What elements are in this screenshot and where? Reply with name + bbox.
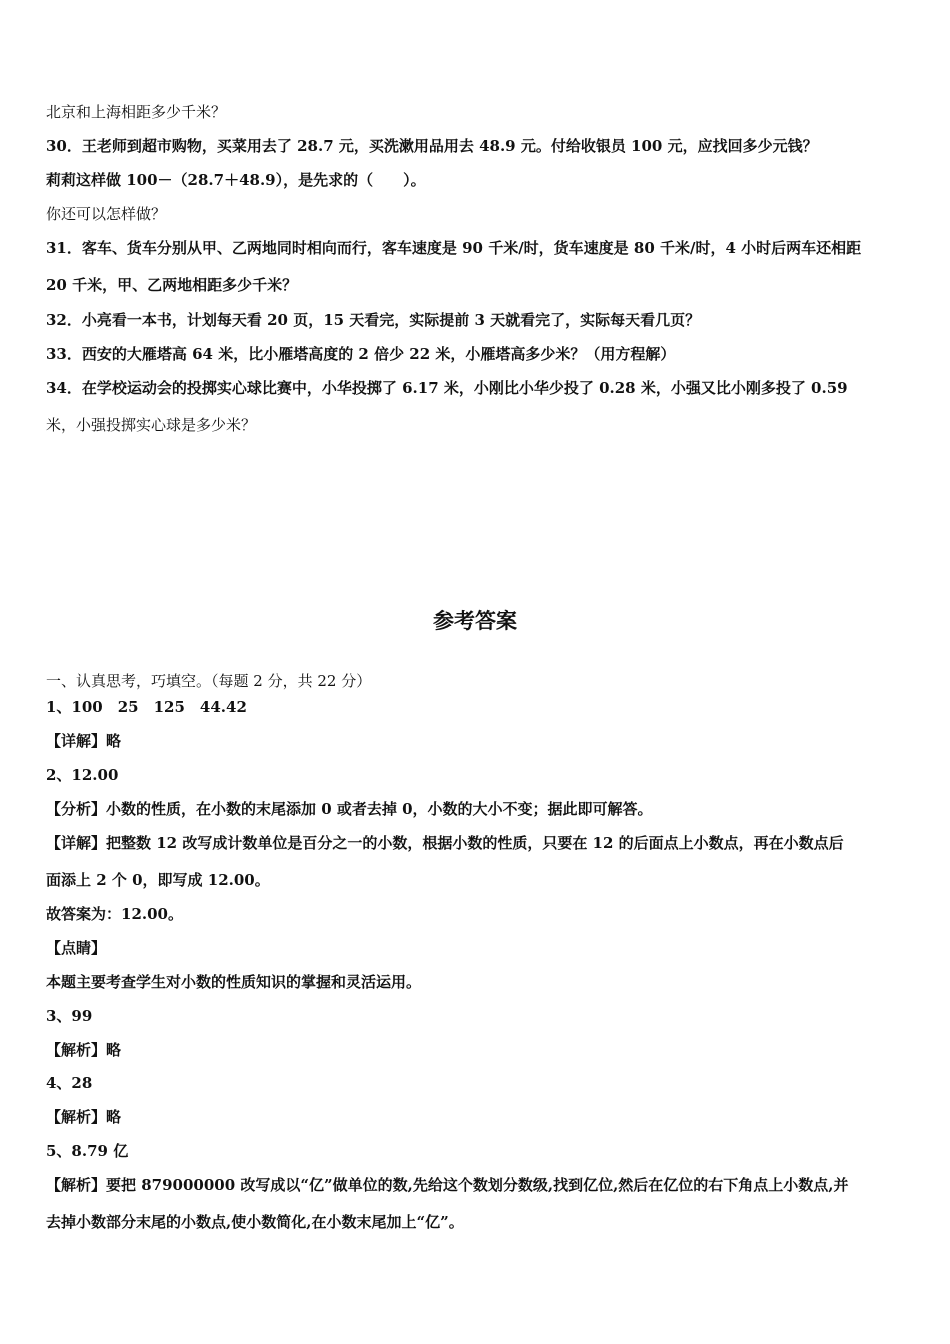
answer-2-analysis: 【分析】小数的性质，在小数的末尾添加 0 或者去掉 0，小数的大小不变；据此即可解答。 bbox=[46, 800, 653, 818]
answer-3: 3、99 bbox=[46, 1007, 93, 1025]
answers-section-1-heading: 一、认真思考，巧填空。（每题 2 分，共 22 分） bbox=[46, 672, 372, 690]
answer-2-conclusion: 故答案为：12.00。 bbox=[46, 905, 183, 923]
answers-title: 参考答案 bbox=[433, 609, 517, 633]
question-30-line-1: 30．王老师到超市购物，买菜用去了 28.7 元，买洗漱用品用去 48.9 元。付给收银员 100 元，应找回多少元钱？ bbox=[46, 137, 818, 155]
answer-2-detail-line-1: 【详解】把整数 12 改写成计数单位是百分之一的小数，根据小数的性质，只要在 12 的后面点上小数点，再在小数点后 bbox=[46, 834, 844, 852]
answer-3-detail: 【解析】略 bbox=[46, 1041, 122, 1059]
answer-1: 1、100 25 125 44.42 bbox=[46, 698, 247, 716]
question-34-line-1: 34．在学校运动会的投掷实心球比赛中，小华投掷了 6.17 米，小刚比小华少投了 0.28 米，小强又比小刚多投了 0.59 bbox=[46, 379, 848, 397]
question-29-tail: 北京和上海相距多少千米？ bbox=[46, 103, 227, 121]
answer-2-tip: 本题主要考查学生对小数的性质知识的掌握和灵活运用。 bbox=[46, 973, 422, 991]
answer-2-detail-line-2: 面添上 2 个 0，即写成 12.00。 bbox=[46, 871, 270, 889]
question-31-line-1: 31．客车、货车分别从甲、乙两地同时相向而行，客车速度是 90 千米/时，货车速度是 80 千米/时，4 小时后两车还相距 bbox=[46, 239, 862, 257]
question-31-line-2: 20 千米，甲、乙两地相距多少千米？ bbox=[46, 276, 298, 294]
question-30-line-2: 莉莉这样做 100－（28.7＋48.9），是先求的（ ）。 bbox=[46, 171, 426, 189]
answer-2: 2、12.00 bbox=[46, 766, 119, 784]
question-34-line-2: 米，小强投掷实心球是多少米？ bbox=[46, 416, 257, 434]
question-30-line-3: 你还可以怎样做？ bbox=[46, 205, 167, 223]
answer-4-detail: 【解析】略 bbox=[46, 1108, 122, 1126]
answer-4: 4、28 bbox=[46, 1074, 93, 1092]
question-33: 33．西安的大雁塔高 64 米，比小雁塔高度的 2 倍少 22 米，小雁塔高多少米？（用方程解） bbox=[46, 345, 676, 363]
answer-2-tip-heading: 【点睛】 bbox=[46, 939, 107, 957]
answer-5: 5、8.79 亿 bbox=[46, 1142, 129, 1160]
answer-5-detail-line-2: 去掉小数部分末尾的小数点,使小数简化,在小数末尾加上“亿”。 bbox=[46, 1213, 464, 1231]
answer-5-detail-line-1: 【解析】要把 879000000 改写成以“亿”做单位的数,先给这个数划分数级,找到亿位,然后在亿位的右下角点上小数点,并 bbox=[46, 1176, 849, 1194]
question-32: 32．小亮看一本书，计划每天看 20 页，15 天看完，实际提前 3 天就看完了，实际每天看几页？ bbox=[46, 311, 701, 329]
answer-1-detail: 【详解】略 bbox=[46, 732, 122, 750]
